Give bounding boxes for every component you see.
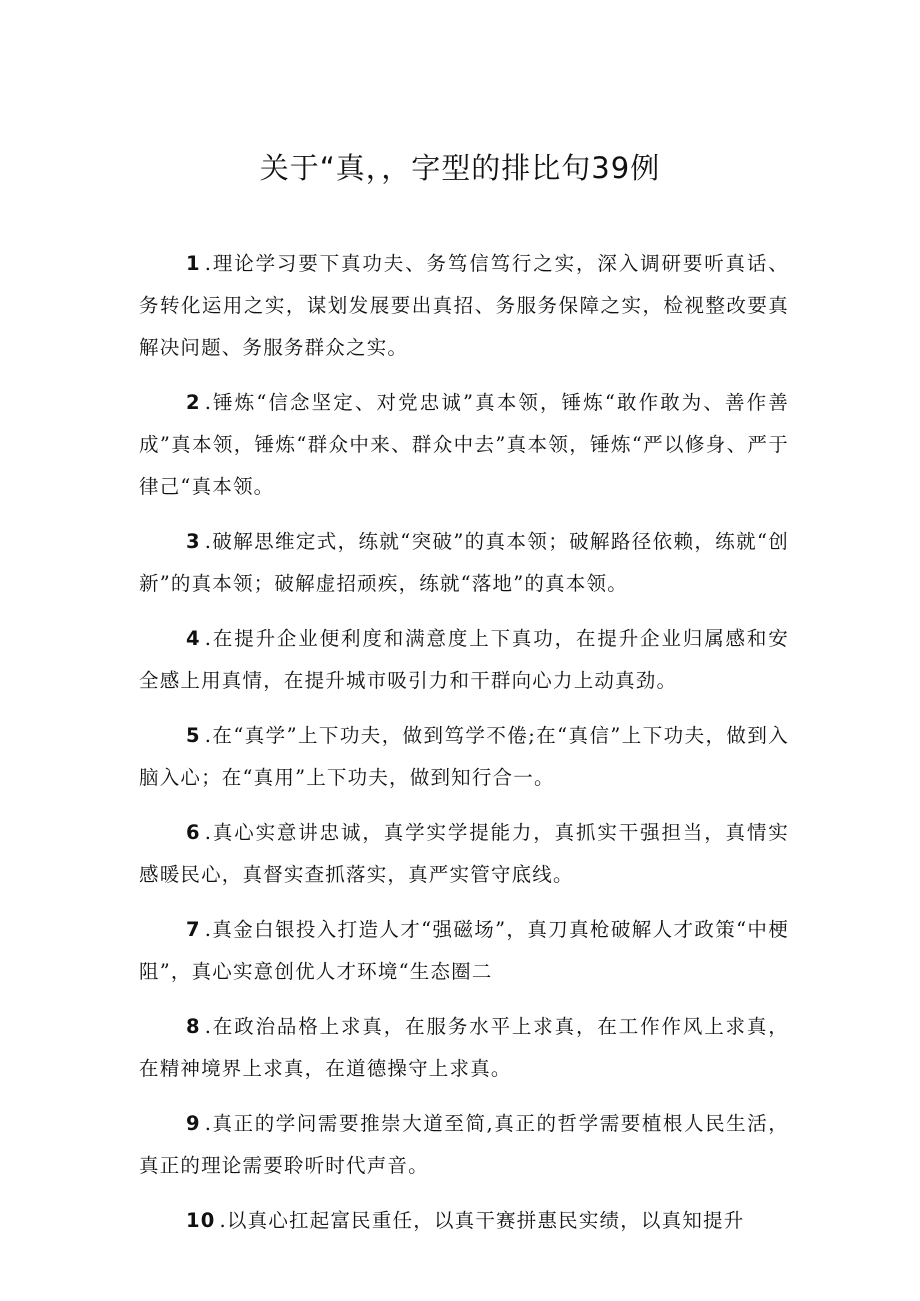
paragraph-text: .以真心扛起富民重任，以真干赛拼惠民实绩，以真知提升 xyxy=(219,1209,745,1232)
paragraph-text: .真正的学问需要推崇大道至简,真正的哲学需要植根人民生活，真正的理论需要聆听时代声音。 xyxy=(139,1112,789,1177)
paragraph-3 xyxy=(139,521,789,605)
paragraph-8 xyxy=(139,1006,789,1090)
paragraph-number: 9 xyxy=(186,1112,201,1135)
paragraph-9 xyxy=(139,1103,789,1187)
page-title: 关于“真，，字型的排比句39例 xyxy=(259,151,661,185)
paragraph-number: 5 xyxy=(186,724,201,747)
paragraph-number: 10 xyxy=(186,1209,216,1232)
paragraph-text: .理论学习要下真功夫、务笃信笃行之实，深入调研要听真话、务转化运用之实，谋划发展要出真招、务服务保障之实，检视整改要真解决问题、务服务群众之实。 xyxy=(139,252,789,359)
paragraph-number: 1 xyxy=(186,252,201,275)
paragraph-text: .在“真学”上下功夫，做到笃学不倦;在“真信”上下功夫，做到入脑入心；在“真用”上下功夫，做到知行合一。 xyxy=(139,724,789,789)
paragraph-7 xyxy=(139,909,789,993)
paragraph-2 xyxy=(139,382,789,508)
paragraph-text: .破解思维定式，练就“突破”的真本领；破解路径依赖，练就“创新”的真本领；破解虚招顽疾，练就“落地”的真本领。 xyxy=(139,530,789,595)
document-body xyxy=(139,243,789,1255)
paragraph-number: 6 xyxy=(186,821,201,844)
paragraph-1 xyxy=(139,243,789,369)
paragraph-6 xyxy=(139,812,789,896)
paragraph-text: .真金白银投入打造人才“强磁场”，真刀真枪破解人才政策“中梗阻”，真心实意创优人才环境“生态圈二 xyxy=(139,918,789,983)
paragraph-number: 8 xyxy=(186,1015,201,1038)
paragraph-10 xyxy=(139,1200,789,1242)
paragraph-number: 4 xyxy=(186,627,201,650)
paragraph-5 xyxy=(139,715,789,799)
paragraph-number: 2 xyxy=(186,391,201,414)
paragraph-text: .在提升企业便利度和满意度上下真功，在提升企业归属感和安全感上用真情，在提升城市吸引力和干群向心力上动真劲。 xyxy=(139,627,789,692)
paragraph-number: 7 xyxy=(186,918,201,941)
paragraph-text: .在政治品格上求真，在服务水平上求真，在工作作风上求真，在精神境界上求真，在道德操守上求真。 xyxy=(139,1015,789,1080)
paragraph-4 xyxy=(139,618,789,702)
paragraph-text: .真心实意讲忠诚，真学实学提能力，真抓实干强担当，真情实感暖民心，真督实查抓落实，真严实管守底线。 xyxy=(139,821,789,886)
paragraph-text: .锤炼“信念坚定、对党忠诚”真本领，锤炼“敢作敢为、善作善成”真本领，锤炼“群众中来、群众中去”真本领，锤炼“严以修身、严于律己“真本领。 xyxy=(139,391,789,498)
paragraph-number: 3 xyxy=(186,530,201,553)
